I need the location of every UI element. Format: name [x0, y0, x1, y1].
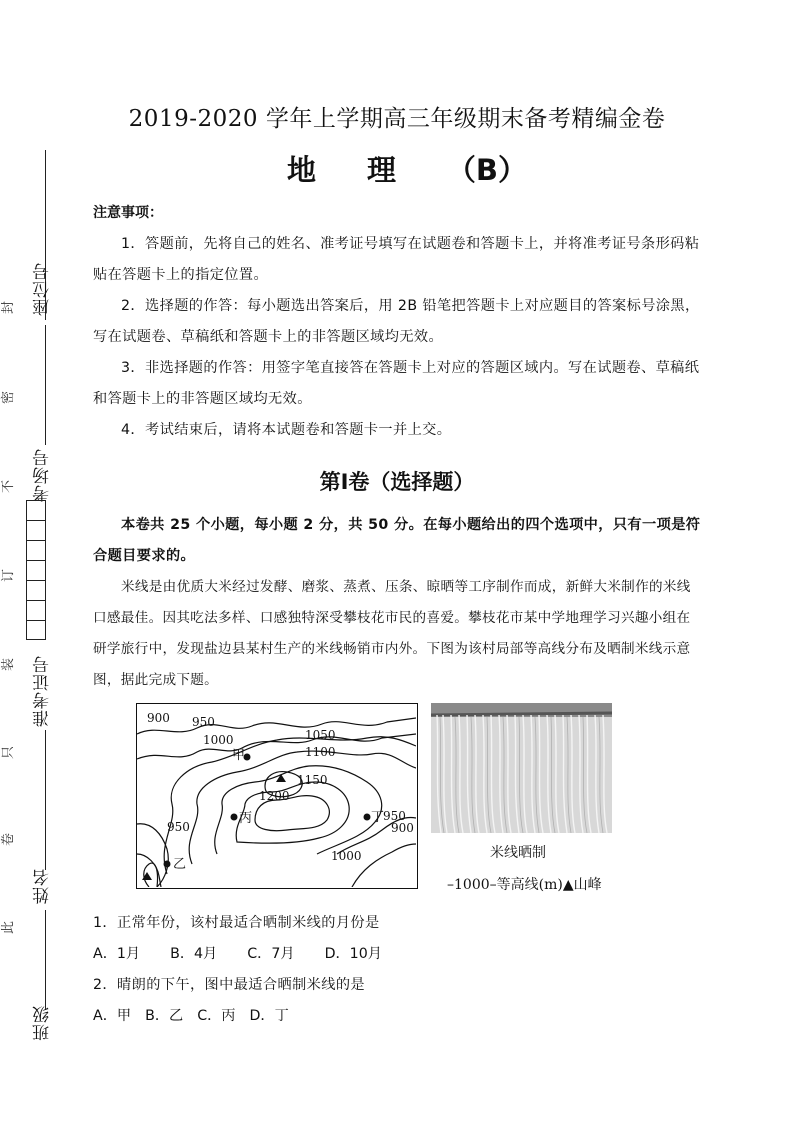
- name-label: 姓名: [33, 868, 53, 904]
- notice-item: 4．考试结束后，请将本试题卷和答题卡一并上交。: [121, 422, 452, 438]
- exam-title: 2019-2020 学年上学期高三年级期末备考精编金卷: [128, 106, 666, 132]
- seal-char: 封: [1, 300, 17, 315]
- section-title: 第Ⅰ卷（选择题）: [319, 470, 475, 494]
- question-1-stem: 1．正常年份，该村最适合晒制米线的月份是: [93, 915, 380, 931]
- option: B．乙: [145, 1008, 184, 1024]
- exam-room-label: 考场号: [33, 448, 53, 502]
- binding-line: [45, 910, 46, 1010]
- notice-title: 注意事项：: [93, 205, 163, 221]
- contour-label: 1000: [203, 733, 234, 747]
- reading-passage: 米线是由优质大米经过发酵、磨浆、蒸煮、压条、晾晒等工序制作而成，新鲜大米制作的米线口感最佳。因其吃法多样、口感独特深受攀枝花市民的喜爱。攀枝花市某中学地理学习兴趣小组在研学旅行中，发现盐边县某村生产的米线畅销市内外。下图为该村局部等高线分布及晒制米线示意图，据此完成下题。: [93, 579, 691, 688]
- subject-title: [287, 148, 527, 189]
- point-yi: [164, 861, 171, 868]
- contour-label: 900: [147, 711, 170, 725]
- seal-char: 订: [1, 568, 17, 583]
- place-label-ding: 丁: [371, 810, 385, 825]
- contour-label: 950: [383, 809, 406, 823]
- noodle-drying-image: [431, 703, 612, 833]
- exam-id-label: 准考证号: [33, 655, 53, 727]
- seat-number-label: 座位号: [33, 262, 53, 316]
- seal-char: 只: [1, 745, 17, 760]
- contour-label: 1000: [331, 849, 362, 863]
- notice-item: 2．选择题的作答：每小题选出答案后，用 2B 铅笔把答题卡上对应题目的答案标号涂黑，写在试题卷、草稿纸和答题卡上的非答题区域均无效。: [93, 298, 700, 345]
- notice-item: 1．答题前，先将自己的姓名、准考证号填写在试题卷和答题卡上，并将准考证号条形码粘贴在答题卡上的指定位置。: [93, 236, 700, 283]
- point-bing: [231, 814, 238, 821]
- contour-label: 1050: [305, 728, 336, 742]
- class-label: 班级: [33, 1005, 53, 1041]
- place-label-jia: 甲: [232, 748, 246, 763]
- contour-label: 950: [192, 715, 215, 729]
- contour-label: 1200: [259, 789, 290, 803]
- subject-char: 地: [287, 153, 317, 187]
- contour-label: 1150: [297, 773, 328, 787]
- binding-line: [45, 325, 46, 445]
- subject-char: （B）: [446, 153, 527, 187]
- binding-grid: [26, 500, 46, 640]
- option: D．10月: [324, 946, 382, 962]
- option: A．1月: [93, 946, 141, 962]
- option: D．丁: [249, 1008, 289, 1024]
- place-label-bing: 丙: [239, 811, 253, 826]
- seal-char: 不: [1, 479, 17, 494]
- seal-char: 装: [1, 657, 17, 672]
- point-ding: [364, 814, 371, 821]
- contour-map-svg: [137, 704, 416, 887]
- contour-label: 950: [167, 820, 190, 834]
- option: A．甲: [93, 1008, 132, 1024]
- seal-char: 密: [1, 390, 17, 405]
- binding-line: [45, 730, 46, 870]
- map-legend: –1000–等高线(m)▲山峰: [447, 877, 602, 893]
- option: C．7月: [247, 946, 295, 962]
- noodle-drying-photo: [431, 703, 612, 833]
- question-2-options: [93, 1005, 303, 1025]
- seal-char: 此: [1, 920, 17, 935]
- notice-item: 3．非选择题的作答：用签字笔直接答在答题卡上对应的答题区域内。写在试题卷、草稿纸和答题卡上的非答题区域均无效。: [93, 360, 700, 407]
- question-1-options: [93, 943, 412, 963]
- contour-map: [136, 703, 418, 889]
- question-2-stem: 2．晴朗的下午，图中最适合晒制米线的是: [93, 977, 366, 993]
- photo-caption: 米线晒制: [490, 845, 546, 861]
- peak-icon: [276, 774, 286, 782]
- section-intro: 本卷共 25 个小题，每小题 2 分，共 50 分。在每小题给出的四个选项中，只有一项是符合题目要求的。: [93, 517, 701, 564]
- seal-char: 卷: [1, 832, 17, 847]
- contour-label: 900: [391, 821, 414, 835]
- subject-char: 理: [366, 153, 396, 187]
- contour-label: 1100: [305, 745, 336, 759]
- option: C．丙: [197, 1008, 236, 1024]
- option: B．4月: [170, 946, 218, 962]
- place-label-yi: 乙: [173, 857, 187, 872]
